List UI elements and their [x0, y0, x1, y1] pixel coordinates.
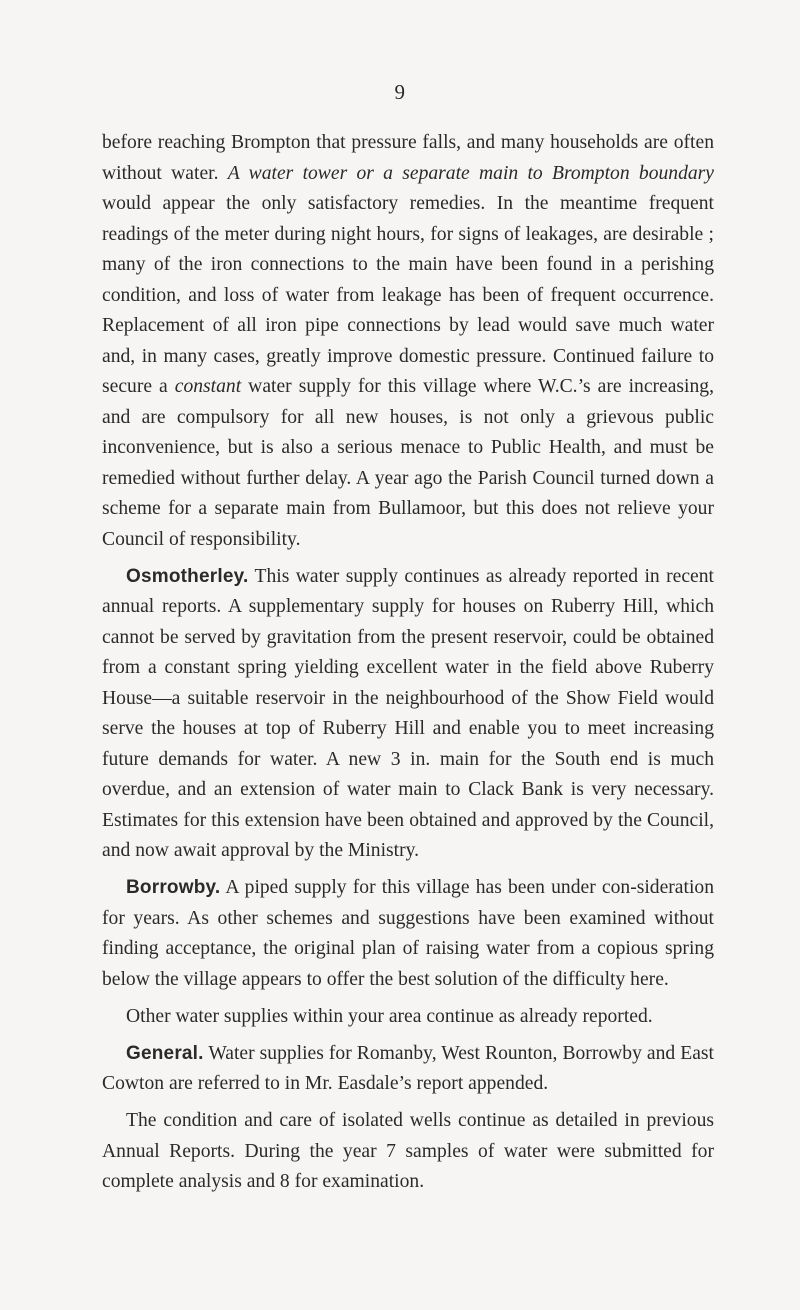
page-number: 9 — [394, 80, 406, 104]
paragraph-brompton — [102, 128, 714, 555]
text-run: Other water supplies within your area continue as already reported. — [126, 1005, 653, 1027]
text-run: A piped supply for this village has been under con-sideration for years. As other schemes and suggestions have been examined without finding acceptance, the original plan of raising water from a copious spring below the village appears to offer the best solution of the difficulty here. — [102, 877, 714, 990]
section-heading-borrowby: Borrowby. — [126, 877, 221, 898]
italic-run: A water tower or a separate main to Brompton boundary — [227, 162, 715, 184]
body-text — [102, 128, 714, 1204]
text-run: would appear the only satisfactory remedies. In the meantime frequent readings of the meter during night hours, for signs of leakages, are desirable ; many of the iron connections to the main have been found in a perishing condition, and loss of water from leakage has been of frequent occurrence. Replacement of all iron pipe connections by lead would save much water and, in many cases, greatly improve domestic pressure. Continued failure to secure a — [102, 193, 714, 397]
text-run: water supply for this village where W.C.’s are increasing, and are compulsory for all new houses, is not only a grievous public inconvenience, but is also a serious menace to Public Health, and must be remedied without further delay. A year ago the Parish Council turned down a scheme for a separate main from Bullamoor, but this does not relieve your Council of responsibility. — [102, 376, 714, 550]
section-heading-general: General. — [126, 1042, 204, 1064]
paragraph-borrowby — [102, 873, 714, 995]
italic-run: constant — [174, 376, 242, 397]
section-heading-osmotherley: Osmotherley. — [126, 565, 249, 587]
paragraph-osmotherley — [102, 562, 714, 867]
text-run: Water supplies for Romanby, West Rounton, Borrowby and East Cowton are referred to in Mr. Easdale’s report appended. — [102, 1042, 714, 1094]
text-run: before reaching Brompton that pressure falls, and many households are often without water. — [102, 132, 714, 184]
text-run: The condition and care of isolated wells continue as detailed in previous Annual Reports. During the year 7 samples of water were submitted for complete analysis and 8 for examination. — [102, 1110, 714, 1192]
paragraph-other-supplies — [102, 1002, 714, 1033]
text-run: This water supply continues as already reported in recent annual reports. A supplementary supply for houses on Ruberry Hill, which cannot be served by gravitation from the present reservoir, could be obtained from a constant spring yielding excellent water in the field above Ruberry House—a suitable reservoir in the neighbourhood of the Show Field would serve the houses at top of Ruberry Hill and enable you to meet increasing future demands for water. A new 3 in. main for the South end is much overdue, and an extension of water main to Clack Bank is very necessary. Estimates for this extension have been obtained and approved by the Council, and now await approval by the Ministry. — [102, 565, 714, 861]
paragraph-general — [102, 1039, 714, 1100]
paragraph-wells — [102, 1106, 714, 1198]
